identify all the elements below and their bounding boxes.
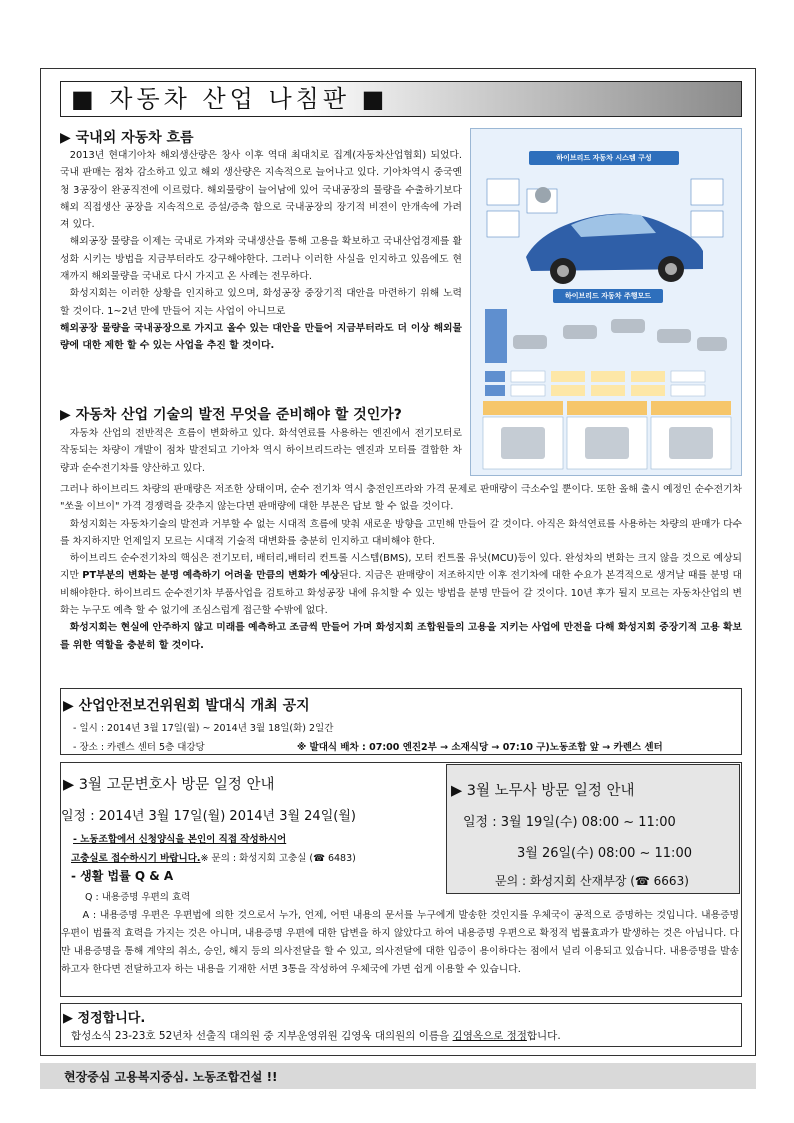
figure-label-system: 하이브리드 자동차 시스템 구성 — [529, 151, 679, 165]
section-heading-tech: ▶ 자동차 산업 기술의 발전 무엇을 준비해야 할 것인가? — [60, 407, 402, 423]
paragraph: 화성지회는 자동차기술의 발전과 거부할 수 없는 시대적 흐름에 맞춰 새로운 방향을 고민해 만들어 갈 것이다. 아직은 화석연료를 사용하는 차량의 판매가 다수를 차지하지만 언제일지 모르는 시대적 기술적 대변화를 충분히 인지하고 대비해야 한다. — [60, 518, 742, 547]
labor-date-1: 일정 : 3월 19일(수) 08:00 ~ 11:00 — [463, 815, 676, 830]
labor-date-2: 3월 26일(수) 08:00 ~ 11:00 — [517, 846, 692, 861]
paragraph: 해외공장 물량을 이제는 국내로 가져와 국내생산을 통해 고용을 확보하고 국내산업경제를 활성화 시키는 방법을 지금부터라도 강구해야한다. 그러나 이러한 사실을 인지하고 있음에도 현재까지 해외물량을 국내로 다시 가지고 온 사례는 전무하다. — [60, 236, 462, 283]
correction-box — [60, 1003, 742, 1047]
title-bar — [60, 81, 742, 117]
paragraph-bold: 화성지회는 현실에 안주하지 않고 미래를 예측하고 조금씩 만들어 가며 화성지회 조합원들의 고용을 지키는 사업에 만전을 다해 화성지회 중장기적 고용 확보를 위한 역할을 충분히 할 것이다. — [60, 622, 742, 651]
footer-bar — [40, 1063, 756, 1089]
qa-answer: A : 내용증명 우편은 우편법에 의한 것으로서 누가, 언제, 어떤 내용의 문서를 누구에게 발송한 것인지를 우체국이 공적으로 증명하는 것입니다. 내용증명 우편이 법률적 효력을 가지는 것은 아니며, 내용증명 우편에 대한 답변을 하지 않았다고 하여 내용증명 우편으로 확정적 법률효과가 발생하는 것은 아닙니다. 다만 내용증명을 통해 계약의 취소, 승인, 해지 등의 의사전달을 할 수 있고, 의사전달에 대한 입증이 용이하다는 점에서 널리 이용되고 있습니다. 내용증명을 발송하고자 한다면 전달하고자 하는 내용을 기재한 서면 3통을 작성하여 우체국에 가면 쉽게 이용할 수 있습니다. — [61, 910, 739, 975]
figure-label-mode: 하이브리드 자동차 주행모드 — [553, 289, 663, 303]
correction-name: 김영옥으로 정정 — [452, 1030, 527, 1042]
paragraph-bold: 해외공장 물량을 국내공장으로 가지고 올수 있는 대안을 만들어 지금부터라도 더 이상 해외물량에 대한 제한 할 수 있는 사업을 추진 할 것이다. — [60, 322, 462, 352]
notice-place: - 장소 : 카렌스 센터 5층 대강당 — [73, 742, 205, 753]
correction-text: 합성소식 23-23호 52년차 선출직 대의원 중 지부운영위원 김영욱 대의원의 이름을 김영옥으로 정정합니다. — [71, 1030, 561, 1042]
bold-phrase: PT부분의 변화는 분명 예측하기 어려울 만큼의 변화가 예상 — [82, 570, 340, 582]
footer-slogan: 현장중심 고용복지중심. 노동조합건설 !! — [64, 1070, 278, 1084]
lawyer-dates: 일정 : 2014년 3월 17일(월) 2014년 3월 24일(월) — [61, 809, 356, 824]
page-title: ■ 자동차 산업 나침판 ■ — [71, 85, 389, 113]
labor-contact: 문의 : 화성지회 산재부장 (☎ 6663) — [495, 874, 689, 888]
labor-box — [446, 764, 740, 894]
correction-heading: ▶ 정정합니다. — [63, 1011, 146, 1026]
paragraph: 화성지회는 이러한 상황을 인지하고 있으며, 화성공장 중장기적 대안을 마련하기 위해 노력할 것이다. 1~2년 만에 만들어 지는 사업이 아니므로 — [60, 288, 462, 317]
hybrid-car-figure — [470, 128, 742, 476]
life-law-heading: - 생활 법률 Q & A — [71, 869, 174, 883]
notice-heading: ▶ 산업안전보건위원회 발대식 개최 공지 — [63, 698, 310, 714]
notice-date: - 일시 : 2014년 3월 17일(월) ~ 2014년 3월 18일(화) 2일간 — [73, 723, 334, 734]
lawyer-note-1: - 노동조합에서 신청양식을 본인이 직접 작성하시어 — [73, 834, 287, 845]
qa-question: Q : 내용증명 우편의 효력 — [85, 892, 191, 903]
section-heading-trends: ▶ 국내외 자동차 흐름 — [60, 130, 194, 146]
paragraph: 그러나 하이브리드 차량의 판매량은 저조한 상태이며, 순수 전기차 역시 충전인프라와 가격 문제로 판매량이 극소수일 뿐이다. 또한 올해 출시 예정인 순수전기차 "쏘울 이브이" 가격 경쟁력을 갖추지 않는다면 판매량에 대한 부분은 답보 할 수 없을 것이다. — [60, 484, 742, 513]
paragraph: 2013년 현대기아차 해외생산량은 창사 이후 역대 최대치로 집계(자동차산업협회) 되었다. 국내 판매는 점차 감소하고 있고 해외 생산량은 지속적으로 늘어나고 있다. 기아차역시 중국옌청 3공장이 완공직전에 이르렀다. 해외물량이 늘어남에 있어 국내공장의 물량을 수출하기보다 해외 직접생산 공장을 지속적으로 증설/증축 함으로 국내공장의 장기적 비젼이 안개속에 가려져 있다. — [60, 150, 462, 231]
lawyer-heading: ▶ 3월 고문변호사 방문 일정 안내 — [63, 777, 275, 793]
paragraph: 하이브리드 순수전기차의 핵심은 전기모터, 배터리,배터리 컨트롤 시스템(BMS), 모터 컨트롤 유닛(MCU)등이 있다. 완성차의 변화는 크지 않을 것으로 예상되지만 PT부분의 변화는 분명 예측하기 어려울 만큼의 변화가 예상된다. 지금은 판매량이 저조하지만 이후 전기차에 대한 수요가 본격적으로 생겨날 때를 분명 대비해야한다. 하이브리드 순수전기차 부품사업을 검토하고 화성공장 내에 유치할 수 있는 방법을 분명 만들어 갈 것이다. 10년 후가 될지 모르는 자동차산업의 변화는 누구도 예측 할 수 없기에 조심스럽게 접근할 수밖에 없다. — [60, 553, 743, 617]
section-body-tech-wide — [60, 481, 742, 654]
labor-heading: ▶ 3월 노무사 방문 일정 안내 — [451, 783, 635, 799]
paragraph: 자동차 산업의 전반적은 흐름이 변화하고 있다. 화석연료를 사용하는 엔진에서 전기모터로 작동되는 차량이 개발이 점차 발전되고 기아차 역시 하이브리드라는 엔진과 모터를 결합한 차량과 순수전기차를 양산하고 있다. — [60, 428, 462, 474]
notice-route: ※ 발대식 배차 : 07:00 엔진2부 → 소재식당 → 07:10 구)노동조합 앞 → 카렌스 센터 — [297, 742, 663, 753]
notice-box — [60, 688, 742, 755]
section-body-trends — [60, 147, 462, 355]
lawyer-contact: ※ 문의 : 화성지회 고충실 (☎ 6483) — [200, 853, 356, 864]
lawyer-note-2: 고충실로 접수하시기 바랍니다. — [71, 853, 201, 864]
section-body-tech-narrow — [60, 425, 462, 477]
